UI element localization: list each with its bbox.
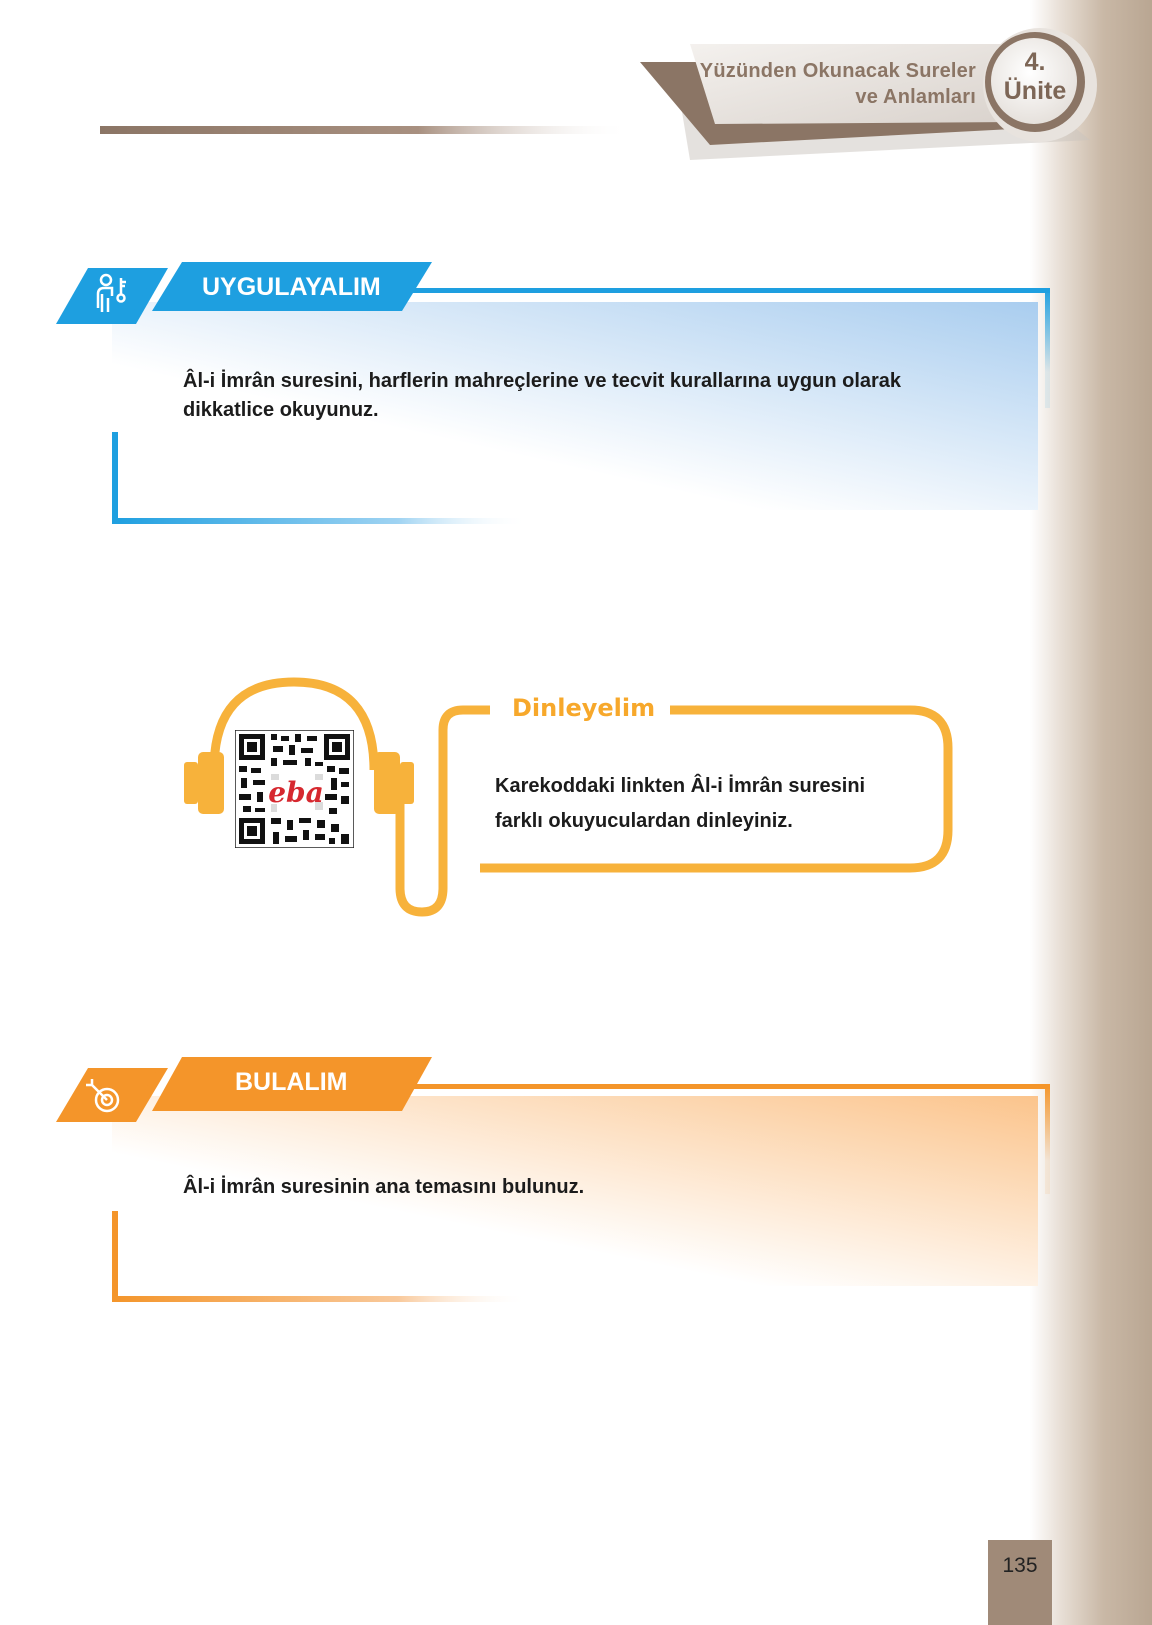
page-number: 135 <box>1002 1554 1038 1577</box>
bulalim-text: Âl-i İmrân suresinin ana temasını bulunuz. <box>183 1176 585 1198</box>
unit-header-graphic <box>0 0 1152 180</box>
uygulayalim-text-line1: Âl-i İmrân suresini, harflerin mahreçlerine ve tecvit kurallarına uygun olarak <box>183 370 902 392</box>
unit-title <box>700 58 976 110</box>
unit-label: Ünite <box>1003 77 1067 105</box>
qr-logo: eba <box>268 776 324 809</box>
unit-title-line2: ve Anlamları <box>855 86 976 108</box>
dinleyelim-text-line1: Karekoddaki linkten Âl-i İmrân suresini <box>495 775 866 797</box>
bulalim-title: BULALIM <box>235 1068 348 1096</box>
page-side-strip <box>1030 0 1152 1625</box>
unit-badge <box>1000 48 1070 106</box>
unit-title-line1: Yüzünden Okunacak Sureler <box>699 60 976 82</box>
unit-number: 4. <box>1024 48 1046 76</box>
uygulayalim-text-line2: dikkatlice okuyunuz. <box>183 399 379 421</box>
qr-code-icon <box>235 730 354 848</box>
dinleyelim-title: Dinleyelim <box>512 694 656 722</box>
page-number-box <box>988 1540 1052 1625</box>
uygulayalim-text <box>183 367 983 425</box>
dinleyelim-text <box>495 769 925 839</box>
dinleyelim-text-line2: farklı okuyuculardan dinleyiniz. <box>495 810 793 832</box>
uygulayalim-title: UYGULAYALIM <box>202 273 381 301</box>
